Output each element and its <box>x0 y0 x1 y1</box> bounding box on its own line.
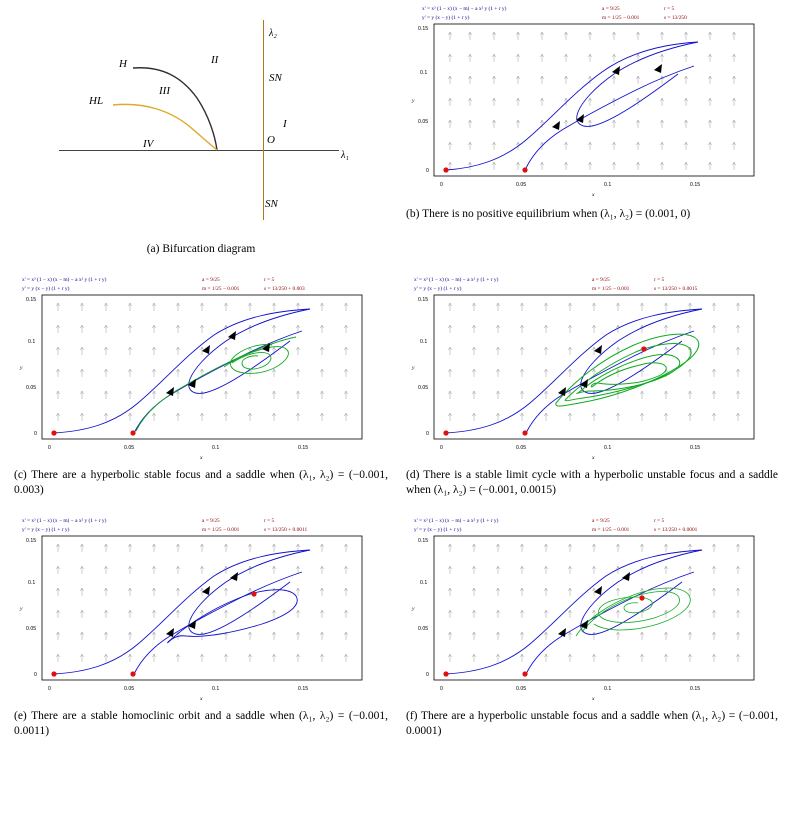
bif-axis-x-label: λ₁ <box>341 150 349 161</box>
phase-svg-f <box>406 512 770 702</box>
equation-2: y' = y (x − y) (1 + r y) <box>422 15 470 21</box>
param-m: m = 1/25 − 0.001 <box>592 527 630 533</box>
ytick-3: 0.15 <box>26 538 37 544</box>
xtick-1: 0.05 <box>124 445 135 451</box>
bifurcation-diagram <box>51 10 351 235</box>
xtick-2: 0.1 <box>212 445 220 451</box>
equation-1: x' = x² (1 − x) (x − m) − a x² y (1 + r y) <box>414 277 499 283</box>
phase-portrait-d <box>406 271 778 461</box>
param-s: s = 13/250 <box>664 15 687 21</box>
ytick-1: 0.05 <box>26 626 37 632</box>
ytick-2: 0.1 <box>28 580 36 586</box>
panel-f <box>396 512 792 739</box>
ytick-1: 0.05 <box>418 385 429 391</box>
equation-1: x' = x² (1 − x) (x − m) − a x² y (1 + r y) <box>22 277 107 283</box>
caption-a: (a) Bifurcation diagram <box>146 243 256 255</box>
param-r: r = 5 <box>654 518 665 524</box>
ylabel: y <box>412 98 415 104</box>
figure-row-3 <box>0 512 792 739</box>
equation-1: x' = x² (1 − x) (x − m) − a x² y (1 + r y) <box>422 6 507 12</box>
param-s: s = 13/250 + 0.0015 <box>654 286 698 292</box>
equation-2: y' = y (x − y) (1 + r y) <box>414 527 462 533</box>
phase-svg-b <box>406 0 770 200</box>
param-m: m = 1/25 − 0.001 <box>592 286 630 292</box>
ytick-3: 0.15 <box>26 297 37 303</box>
equation-2: y' = y (x − y) (1 + r y) <box>22 286 70 292</box>
panel-c <box>0 271 396 498</box>
xtick-0: 0 <box>440 445 443 451</box>
phase-portrait-c <box>14 271 388 461</box>
xlabel: x <box>592 192 595 198</box>
ytick-2: 0.1 <box>420 70 428 76</box>
equilibrium-points <box>443 595 644 676</box>
bif-label-hl: HL <box>89 95 104 107</box>
xtick-1: 0.05 <box>516 182 527 188</box>
caption-d: (d) There is a stable limit cycle with a hyperbolic unstable focus and a saddle when (λ₁, λ₂) = (−0.001, 0.0015) <box>406 469 778 496</box>
param-a: a = 9/25 <box>592 518 610 524</box>
equation-1: x' = x² (1 − x) (x − m) − a x² y (1 + r y) <box>414 518 499 524</box>
bif-label-region-iii: III <box>159 85 170 97</box>
vector-field <box>448 32 735 170</box>
xtick-0: 0 <box>440 686 443 692</box>
figure-row-2 <box>0 271 792 498</box>
equilibrium-points <box>443 167 527 172</box>
xtick-1: 0.05 <box>516 445 527 451</box>
xtick-3: 0.15 <box>298 445 309 451</box>
xtick-2: 0.1 <box>604 182 612 188</box>
param-r: r = 5 <box>654 277 665 283</box>
phase-portrait-e <box>14 512 388 702</box>
plot-frame <box>434 24 754 176</box>
caption-e: (e) There are a stable homoclinic orbit and a saddle when (λ₁, λ₂) = (−0.001, 0.0011) <box>14 710 388 737</box>
xlabel: x <box>200 455 203 461</box>
figure-row-1 <box>0 0 792 257</box>
xtick-0: 0 <box>48 445 51 451</box>
phase-svg-d <box>406 271 770 461</box>
vector-field <box>56 544 347 662</box>
xtick-2: 0.1 <box>604 445 612 451</box>
param-s: s = 13/250 + 0.0001 <box>654 527 698 533</box>
xtick-2: 0.1 <box>212 686 220 692</box>
equation-2: y' = y (x − y) (1 + r y) <box>22 527 70 533</box>
xtick-3: 0.15 <box>690 445 701 451</box>
param-r: r = 5 <box>264 518 275 524</box>
ytick-1: 0.05 <box>418 626 429 632</box>
ytick-1: 0.05 <box>418 119 429 125</box>
xlabel: x <box>592 696 595 702</box>
param-a: a = 9/25 <box>592 277 610 283</box>
phase-svg-e <box>14 512 378 702</box>
xtick-0: 0 <box>48 686 51 692</box>
vector-field <box>56 303 347 421</box>
ylabel: y <box>20 606 23 612</box>
ytick-1: 0.05 <box>26 385 37 391</box>
ytick-2: 0.1 <box>28 339 36 345</box>
param-r: r = 5 <box>664 6 675 12</box>
xtick-1: 0.05 <box>124 686 135 692</box>
phase-portrait-f <box>406 512 778 702</box>
ylabel: y <box>412 606 415 612</box>
bif-label-region-i: I <box>283 118 287 130</box>
ytick-0: 0 <box>426 672 429 678</box>
xlabel: x <box>592 455 595 461</box>
trajectories <box>54 550 310 674</box>
phase-portrait-b <box>406 0 778 200</box>
equation-1: x' = x² (1 − x) (x − m) − a x² y (1 + r y) <box>22 518 107 524</box>
ylabel: y <box>20 365 23 371</box>
ytick-0: 0 <box>426 431 429 437</box>
param-r: r = 5 <box>264 277 275 283</box>
bif-label-sn-upper: SN <box>269 72 282 84</box>
bif-label-sn-lower: SN <box>265 198 278 210</box>
equilibrium-points <box>51 430 135 435</box>
param-s: s = 13/250 + 0.0011 <box>264 527 308 533</box>
xtick-2: 0.1 <box>604 686 612 692</box>
bif-curves <box>51 10 351 235</box>
bif-label-origin: O <box>267 134 275 146</box>
param-a: a = 9/25 <box>202 518 220 524</box>
bif-label-h: H <box>119 58 127 70</box>
curve-hl <box>113 104 217 150</box>
trajectories <box>446 550 702 674</box>
caption-c: (c) There are a hyperbolic stable focus and a saddle when (λ₁, λ₂) = (−0.001, 0.003) <box>14 469 388 496</box>
trajectories <box>446 309 702 433</box>
ytick-0: 0 <box>34 672 37 678</box>
phase-svg-c <box>14 271 378 461</box>
panel-b <box>396 0 792 257</box>
ytick-2: 0.1 <box>420 339 428 345</box>
panel-e <box>0 512 396 739</box>
ylabel: y <box>412 365 415 371</box>
param-s: s = 13/250 + 0.003 <box>264 286 305 292</box>
xtick-0: 0 <box>440 182 443 188</box>
xlabel: x <box>200 696 203 702</box>
xtick-3: 0.15 <box>298 686 309 692</box>
trajectories <box>54 309 310 433</box>
param-a: a = 9/25 <box>202 277 220 283</box>
ytick-3: 0.15 <box>418 297 429 303</box>
bif-label-region-ii: II <box>211 54 219 66</box>
param-m: m = 1/25 − 0.001 <box>202 527 240 533</box>
xtick-3: 0.15 <box>690 686 701 692</box>
bif-label-region-iv: IV <box>143 138 154 150</box>
ytick-0: 0 <box>426 168 429 174</box>
xtick-3: 0.15 <box>690 182 701 188</box>
param-a: a = 9/25 <box>602 6 620 12</box>
caption-f: (f) There are a hyperbolic unstable focus and a saddle when (λ₁, λ₂) = (−0.001, 0.0001) <box>406 710 778 737</box>
spiral-green <box>136 337 296 431</box>
trajectories <box>446 42 698 170</box>
caption-b: (b) There is no positive equilibrium when (λ₁, λ₂) = (0.001, 0) <box>406 208 691 220</box>
ytick-3: 0.15 <box>418 26 429 32</box>
ytick-3: 0.15 <box>418 538 429 544</box>
bif-axis-y-label: λ₂ <box>269 28 277 39</box>
panel-a <box>0 0 396 257</box>
trajectory-arrows <box>166 331 270 396</box>
panel-d <box>396 271 792 498</box>
vector-field <box>448 303 739 421</box>
ytick-2: 0.1 <box>420 580 428 586</box>
param-m: m = 1/25 − 0.001 <box>202 286 240 292</box>
equation-2: y' = y (x − y) (1 + r y) <box>414 286 462 292</box>
ytick-0: 0 <box>34 431 37 437</box>
xtick-1: 0.05 <box>516 686 527 692</box>
param-m: m = 1/25 − 0.001 <box>602 15 640 21</box>
vector-field <box>448 544 739 662</box>
